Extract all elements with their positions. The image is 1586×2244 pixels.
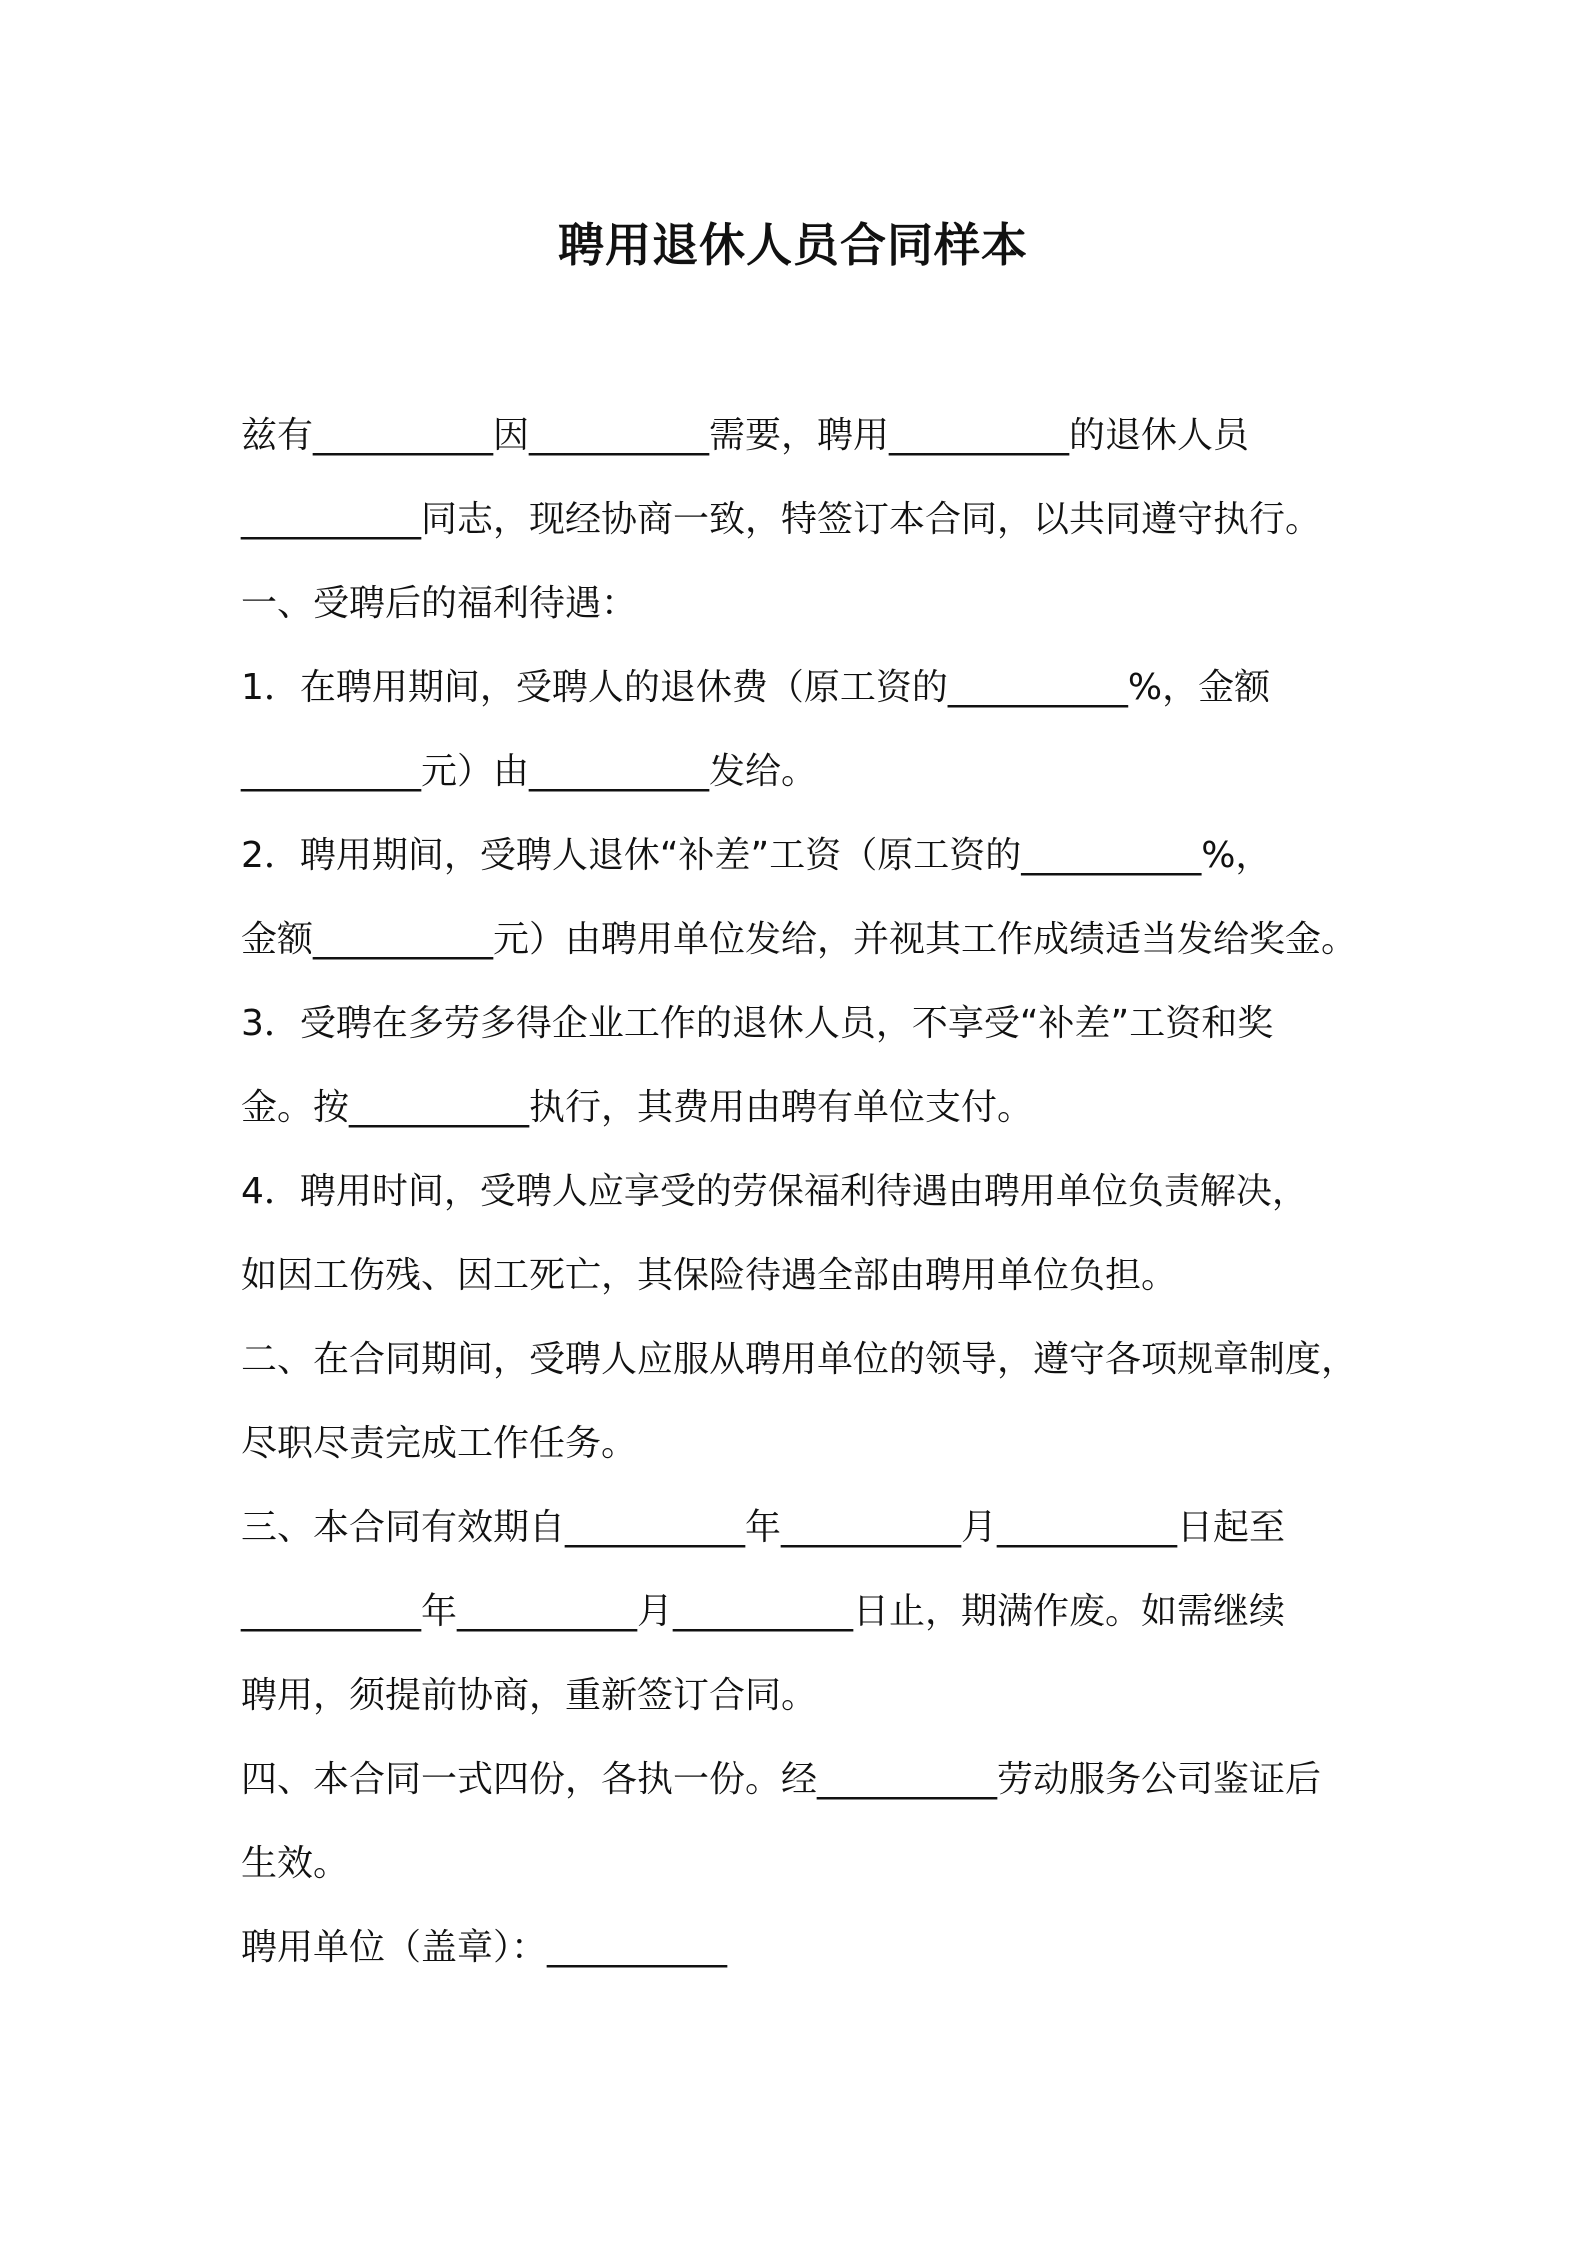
body-line: 2．聘用期间，受聘人退休“补差”工资（原工资的__________%， [241, 835, 1272, 876]
body-line: __________年__________月__________日止，期满作废。如需继续 [241, 1591, 1286, 1632]
body-line: 一、受聘后的福利待遇： [241, 583, 638, 624]
body-line: 金。按__________执行，其费用由聘有单位支付。 [241, 1087, 1034, 1128]
body-line: 3．受聘在多劳多得企业工作的退休人员，不享受“补差”工资和奖 [241, 1003, 1274, 1044]
document-body [241, 406, 1361, 2002]
body-line: 聘用单位（盖章）：__________ [241, 1927, 728, 1968]
body-line: 三、本合同有效期自__________年__________月__________日起至 [241, 1507, 1286, 1548]
body-line: 四、本合同一式四份，各执一份。经__________劳动服务公司鉴证后 [241, 1759, 1322, 1800]
body-line: __________元）由__________发给。 [241, 751, 818, 792]
body-line: 金额__________元）由聘用单位发给，并视其工作成绩适当发给奖金。 [241, 919, 1358, 960]
body-line: 尽职尽责完成工作任务。 [241, 1423, 638, 1464]
body-line: 如因工伤残、因工死亡，其保险待遇全部由聘用单位负担。 [241, 1255, 1178, 1296]
body-line: 生效。 [241, 1843, 350, 1884]
body-line: 1．在聘用期间，受聘人的退休费（原工资的__________%，金额 [241, 667, 1271, 708]
document-title: 聘用退休人员合同样本 [558, 218, 1028, 272]
body-line: __________同志，现经协商一致，特签订本合同，以共同遵守执行。 [241, 499, 1322, 540]
body-line: 4．聘用时间，受聘人应享受的劳保福利待遇由聘用单位负责解决， [241, 1171, 1308, 1212]
body-line: 二、在合同期间，受聘人应服从聘用单位的领导，遵守各项规章制度， [241, 1339, 1358, 1380]
body-line: 兹有__________因__________需要，聘用__________的退休人员 [241, 415, 1250, 456]
body-line: 聘用，须提前协商，重新签订合同。 [241, 1675, 818, 1716]
